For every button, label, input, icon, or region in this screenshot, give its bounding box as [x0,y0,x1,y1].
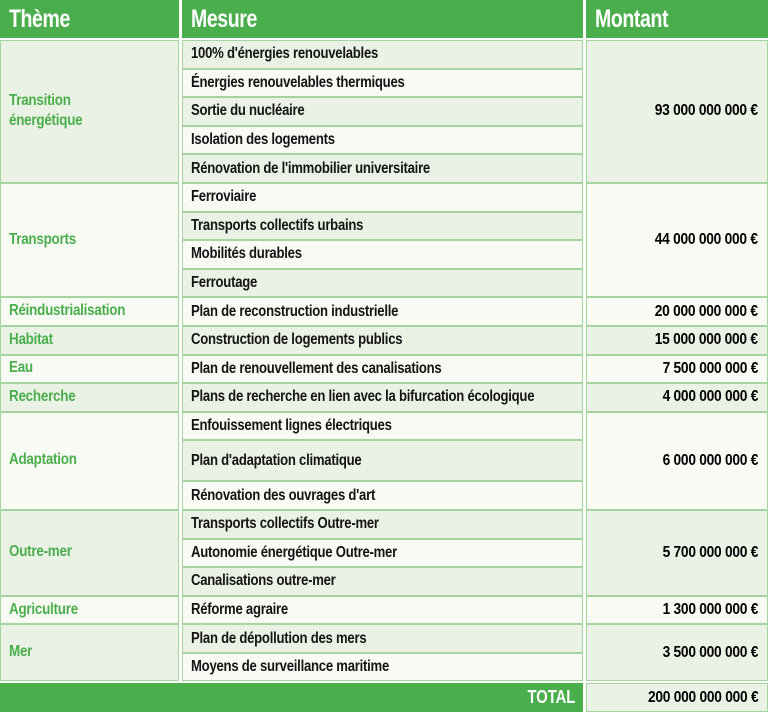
amount-cell-label: 15 000 000 000 € [655,331,758,349]
amount-cell-label: 3 500 000 000 € [662,643,758,661]
amount-cell-label: 1 300 000 000 € [662,600,758,618]
measure-cell [182,240,583,269]
theme-cell [0,624,179,681]
theme-cell-label: Réindustrialisation [9,302,126,320]
measure-cell-label: Plan de reconstruction industrielle [191,302,399,320]
measure-cell-label: Réforme agraire [191,600,288,618]
total-label: TOTAL [527,687,575,708]
col-header-mesure [182,0,583,38]
measure-cell-label: Plans de recherche en lien avec la bifurcation écologique [191,388,535,406]
theme-cell [0,297,179,326]
theme-cell-label: Recherche [9,388,76,406]
measure-cell-label: Plan de dépollution des mers [191,629,367,647]
measure-cell-label: Canalisations outre-mer [191,572,336,590]
measure-cell-label: Rénovation des ouvrages d'art [191,486,376,504]
measure-cell-label: Plan d'adaptation climatique [191,451,362,469]
measure-cell-label: Sortie du nucléaire [191,102,305,120]
amount-cell [586,355,768,384]
measure-cell-label: Autonomie énergétique Outre-mer [191,543,397,561]
theme-cell [0,326,179,355]
measure-cell [182,481,583,510]
measure-cell [182,97,583,126]
measure-cell-label: Isolation des logements [191,131,335,149]
amount-cell-label: 4 000 000 000 € [662,388,758,406]
measure-cell [182,212,583,241]
amount-cell-label: 7 500 000 000 € [662,359,758,377]
measure-cell [182,126,583,155]
measure-cell [182,440,583,481]
amount-cell-label: 44 000 000 000 € [655,231,758,249]
measure-cell [182,269,583,298]
measure-cell [182,154,583,183]
amount-cell [586,40,768,183]
total-amount: 200 000 000 000 € [647,688,758,706]
theme-cell-label: Habitat [9,330,53,348]
col-header-theme-label: Thème [9,4,70,33]
theme-cell-label: Transports [9,230,76,248]
amount-cell [586,383,768,412]
amount-cell-label: 93 000 000 000 € [655,102,758,120]
measure-cell [182,539,583,568]
measure-cell-label: Construction de logements publics [191,331,403,349]
col-header-theme [0,0,179,38]
measure-cell-label: Moyens de surveillance maritime [191,658,390,676]
measure-cell [182,596,583,625]
theme-cell [0,412,179,510]
measure-cell-label: Énergies renouvelables thermiques [191,73,405,91]
theme-cell [0,183,179,297]
total-bar [0,683,583,712]
theme-cell [0,40,179,183]
amount-cell [586,510,768,596]
amount-cell [586,624,768,681]
measure-cell-label: Ferroutage [191,274,258,292]
theme-cell-label: Adaptation [9,451,77,469]
amount-cell [586,297,768,326]
table-body [0,40,768,681]
theme-cell [0,510,179,596]
amount-cell-label: 5 700 000 000 € [662,543,758,561]
amount-cell [586,183,768,297]
measure-cell-label: Transports collectifs urbains [191,216,364,234]
amount-cell-label: 6 000 000 000 € [662,451,758,469]
amount-cell [586,326,768,355]
measure-cell-label: Mobilités durables [191,245,302,263]
measure-cell [182,69,583,98]
measure-cell-label: Plan de renouvellement des canalisations [191,359,442,377]
measure-cell [182,355,583,384]
table-header-row [0,0,768,38]
amount-cell-label: 20 000 000 000 € [655,302,758,320]
col-header-mesure-label: Mesure [191,4,257,33]
measure-cell-label: 100% d'énergies renouvelables [191,45,379,63]
measure-cell [182,383,583,412]
theme-cell-label: Eau [9,359,33,377]
measure-cell [182,653,583,682]
theme-cell-label: Transition énergétique [9,91,83,130]
theme-cell [0,355,179,384]
total-amount-cell [586,683,768,712]
measure-cell-label: Enfouissement lignes électriques [191,417,392,435]
measure-cell [182,40,583,69]
theme-cell [0,596,179,625]
theme-cell-label: Agriculture [9,600,78,618]
measure-cell [182,567,583,596]
col-header-montant-label: Montant [595,4,669,33]
measure-cell [182,412,583,441]
measure-cell-label: Transports collectifs Outre-mer [191,515,379,533]
col-header-montant [586,0,768,38]
theme-cell [0,383,179,412]
measure-cell [182,297,583,326]
measure-cell [182,624,583,653]
amount-cell [586,596,768,625]
measure-cell [182,510,583,539]
measure-cell [182,326,583,355]
measure-cell [182,183,583,212]
amount-cell [586,412,768,510]
table-total-row [0,683,768,712]
theme-cell-label: Outre-mer [9,543,72,561]
measure-cell-label: Rénovation de l'immobilier universitaire [191,159,430,177]
measure-cell-label: Ferroviaire [191,188,257,206]
theme-cell-label: Mer [9,643,33,661]
